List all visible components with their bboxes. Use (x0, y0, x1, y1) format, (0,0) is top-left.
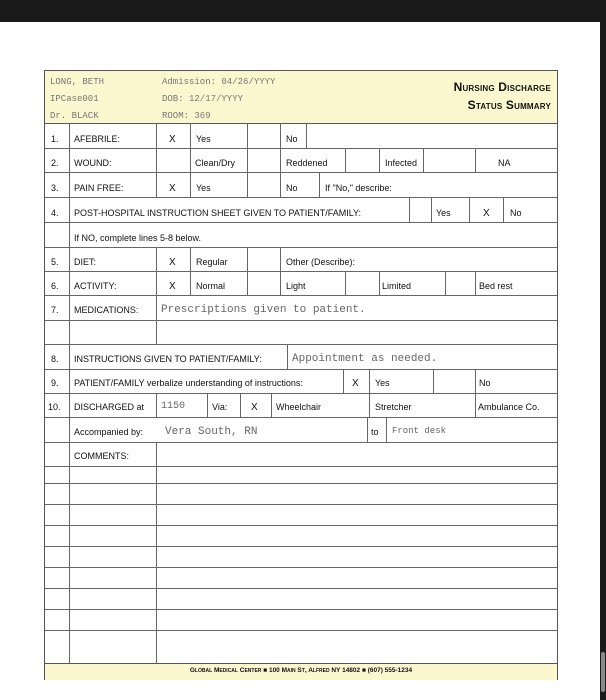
cell-divider (190, 123, 191, 148)
row-divider (45, 148, 557, 149)
instruction-sheet-no-option: No (510, 208, 522, 218)
row-divider (45, 504, 557, 505)
discharged-at-label: DISCHARGED at (74, 402, 145, 412)
cell-divider (306, 123, 307, 148)
discharge-time-value[interactable]: 1150 (161, 401, 186, 412)
afebrile-yes-mark[interactable]: X (169, 134, 176, 145)
cell-divider (207, 393, 208, 417)
activity-label: ACTIVITY: (74, 281, 117, 291)
cell-divider (247, 271, 248, 295)
row-number: 6. (51, 281, 59, 291)
complete-lines-note: If NO, complete lines 5-8 below. (74, 233, 202, 243)
window-top-bar (0, 0, 606, 22)
cell-divider (156, 172, 157, 197)
row-divider (45, 172, 557, 173)
afebrile-label: AFEBRILE: (74, 134, 121, 144)
row-divider (45, 320, 557, 321)
cell-divider (190, 271, 191, 295)
cell-divider (156, 148, 157, 172)
cell-divider (343, 369, 344, 393)
cell-divider (369, 369, 370, 393)
row-number: 4. (51, 208, 59, 218)
wheelchair-mark[interactable]: X (251, 402, 258, 413)
row-divider (45, 417, 557, 418)
diet-regular-option: Regular (196, 257, 228, 267)
medications-label: MEDICATIONS: (74, 305, 139, 315)
pain-free-no-option: No (286, 183, 298, 193)
comments-label: COMMENTS: (74, 451, 129, 461)
cell-divider (156, 247, 157, 271)
cell-divider (475, 271, 476, 295)
cell-divider (240, 393, 241, 417)
diet-regular-mark[interactable]: X (169, 257, 176, 268)
afebrile-no-option: No (286, 134, 298, 144)
discharge-form (44, 70, 558, 680)
verbalize-no-option: No (479, 378, 491, 388)
room-number: ROOM: 369 (162, 111, 211, 121)
cell-divider (319, 172, 320, 197)
cell-divider (247, 172, 248, 197)
accompanied-by-label: Accompanied by: (74, 427, 144, 437)
case-id: IPCase001 (50, 94, 99, 104)
via-label: Via: (212, 402, 228, 412)
row-number: 1. (51, 134, 59, 144)
cell-divider (190, 172, 191, 197)
wound-clean-option: Clean/Dry (195, 158, 236, 168)
activity-bedrest-option: Bed rest (479, 281, 513, 291)
cell-divider (190, 148, 191, 172)
scrollbar-thumb[interactable] (601, 652, 605, 692)
row-divider (45, 588, 557, 589)
cell-divider (379, 271, 380, 295)
cell-divider (431, 197, 432, 222)
row-number: 8. (51, 354, 59, 364)
cell-divider (503, 197, 504, 222)
cell-divider (247, 123, 248, 148)
row-divider (45, 609, 557, 610)
row-divider (45, 567, 557, 568)
instruction-sheet-yes-option: Yes (436, 208, 451, 218)
form-header (45, 71, 557, 124)
cell-divider (280, 247, 281, 271)
row-divider (45, 393, 557, 394)
cell-divider (156, 295, 157, 344)
row-divider (45, 271, 557, 272)
row-number: 9. (51, 378, 59, 388)
verbalize-yes-mark[interactable]: X (352, 378, 359, 389)
instructions-given-label: INSTRUCTIONS GIVEN TO PATIENT/FAMILY: (74, 354, 262, 364)
stretcher-option: Stretcher (375, 402, 412, 412)
afebrile-yes-option: Yes (196, 134, 211, 144)
cell-divider (280, 123, 281, 148)
wound-infected-option: Infected (385, 158, 418, 168)
row-divider (45, 546, 557, 547)
medications-value[interactable]: Prescriptions given to patient. (161, 304, 366, 316)
instructions-given-value[interactable]: Appointment as needed. (292, 353, 438, 365)
row-divider (45, 197, 557, 198)
number-column-divider (69, 123, 70, 663)
footer-address: Global Medical Center ■ 100 Main St, Alfred NY 14802 ■ (607) 555-1234 (189, 667, 413, 674)
form-title-line2: Status Summary (467, 98, 551, 112)
comments-column-divider (156, 442, 157, 663)
ambulance-option: Ambulance Co. (478, 402, 540, 412)
row-number: 5. (51, 257, 59, 267)
row-number: 3. (51, 183, 59, 193)
row-divider (45, 630, 557, 631)
diet-label: DIET: (74, 257, 97, 267)
patient-name: LONG, BETH (50, 77, 105, 87)
cell-divider (287, 344, 288, 369)
activity-normal-option: Normal (196, 281, 226, 291)
diet-other-option: Other (Describe): (286, 257, 356, 267)
cell-divider (475, 393, 476, 417)
row-divider (45, 222, 557, 223)
admission-date: Admission: 04/26/YYYY (162, 77, 276, 87)
date-of-birth: DOB: 12/17/YYYY (162, 94, 244, 104)
cell-divider (271, 393, 272, 417)
cell-divider (190, 247, 191, 271)
row-divider (45, 466, 557, 467)
wound-reddened-option: Reddened (286, 158, 328, 168)
cell-divider (409, 197, 410, 222)
instruction-sheet-no-mark[interactable]: X (483, 208, 490, 219)
accompanied-by-value[interactable]: Vera South, RN (165, 426, 258, 438)
cell-divider (345, 148, 346, 172)
cell-divider (445, 271, 446, 295)
cell-divider (247, 148, 248, 172)
cell-divider (379, 148, 380, 172)
doctor-name: Dr. BLACK (50, 111, 99, 121)
row-divider (45, 525, 557, 526)
verbalize-yes-option: Yes (375, 378, 390, 388)
pain-free-label: PAIN FREE: (74, 183, 124, 193)
row-divider (45, 344, 557, 345)
form-footer (45, 663, 557, 680)
scrollbar-track[interactable] (600, 22, 606, 700)
cell-divider (386, 417, 387, 442)
cell-divider (280, 148, 281, 172)
row-divider (45, 247, 557, 248)
cell-divider (280, 271, 281, 295)
cell-divider (423, 148, 424, 172)
pain-free-yes-mark[interactable]: X (169, 183, 176, 194)
cell-divider (367, 417, 368, 442)
cell-divider (469, 197, 470, 222)
form-title-line1: Nursing Discharge (453, 80, 551, 94)
wound-na-option: NA (498, 158, 511, 168)
activity-light-option: Light (286, 281, 306, 291)
cell-divider (475, 369, 476, 393)
cell-divider (156, 123, 157, 148)
cell-divider (156, 271, 157, 295)
activity-limited-option: Limited (382, 281, 412, 291)
to-label: to (371, 427, 379, 437)
row-number: 2. (51, 158, 59, 168)
destination-value[interactable]: Front desk (392, 426, 447, 436)
cell-divider (433, 369, 434, 393)
pain-describe-label: If "No," describe: (325, 183, 392, 193)
cell-divider (475, 148, 476, 172)
wound-label: WOUND: (74, 158, 112, 168)
row-divider (45, 295, 557, 296)
cell-divider (345, 271, 346, 295)
verbalize-label: PATIENT/FAMILY verbalize understanding of instructions: (74, 378, 303, 388)
cell-divider (156, 393, 157, 417)
instruction-sheet-label: POST-HOSPITAL INSTRUCTION SHEET GIVEN TO PATIENT/FAMILY: (74, 208, 362, 218)
activity-normal-mark[interactable]: X (169, 281, 176, 292)
pain-free-yes-option: Yes (196, 183, 211, 193)
row-number: 10. (48, 402, 61, 412)
row-divider (45, 442, 557, 443)
cell-divider (280, 172, 281, 197)
wheelchair-option: Wheelchair (276, 402, 322, 412)
cell-divider (369, 393, 370, 417)
row-number: 7. (51, 305, 59, 315)
row-divider (45, 369, 557, 370)
row-divider (45, 483, 557, 484)
cell-divider (247, 247, 248, 271)
